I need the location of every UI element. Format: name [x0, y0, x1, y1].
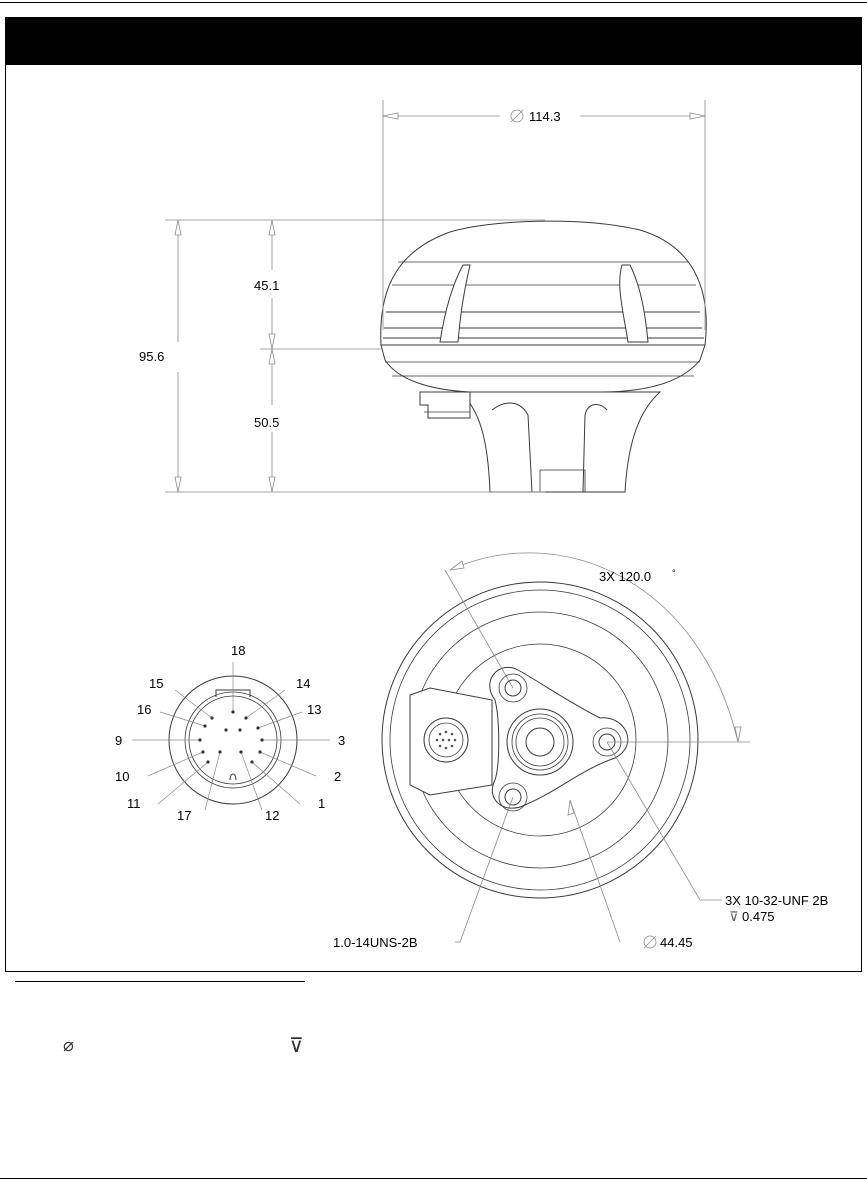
angle-label: 3X 120.0 [599, 569, 652, 584]
pin-label-18: 18 [231, 643, 246, 658]
base-height-label: 50.5 [254, 415, 280, 430]
pin-label-3: 3 [338, 733, 346, 748]
pin-label-10: 10 [115, 769, 130, 784]
pin-label-11: 11 [127, 796, 141, 811]
bottom-rule [0, 1178, 867, 1179]
pin-label-17: 17 [177, 808, 192, 823]
pin-label-2: 2 [334, 769, 342, 784]
pin-dots [198, 710, 263, 763]
pin-label-14: 14 [296, 676, 311, 691]
connector-thread-label: 1.0-14UNS-2B [333, 935, 418, 950]
pin-label-15: 15 [149, 676, 164, 691]
mount-depth-label: 0.475 [742, 909, 775, 924]
side-view [381, 221, 707, 492]
pin-label-1: 1 [318, 796, 326, 811]
pilot-diameter-label: 44.45 [660, 935, 693, 950]
pin-label-16: 16 [137, 702, 152, 717]
svg-text:⊽: ⊽ [729, 910, 739, 925]
overall-height-label: 95.6 [139, 349, 165, 364]
mount-thread-label: 3X 10-32-UNF 2B [725, 893, 829, 908]
pin-label-9: 9 [115, 733, 123, 748]
pin-label-12: 12 [265, 808, 280, 823]
bottom-view [382, 582, 698, 898]
dome-height-label: 45.1 [254, 278, 280, 293]
depth-symbol: ⊽ [289, 1033, 304, 1057]
overall-diameter-label: 114.3 [529, 109, 561, 124]
angle-unit: ° [672, 568, 676, 578]
diameter-symbol: ⌀ [63, 1035, 74, 1056]
footnote-rule [15, 981, 305, 982]
pin-label-13: 13 [307, 702, 322, 717]
